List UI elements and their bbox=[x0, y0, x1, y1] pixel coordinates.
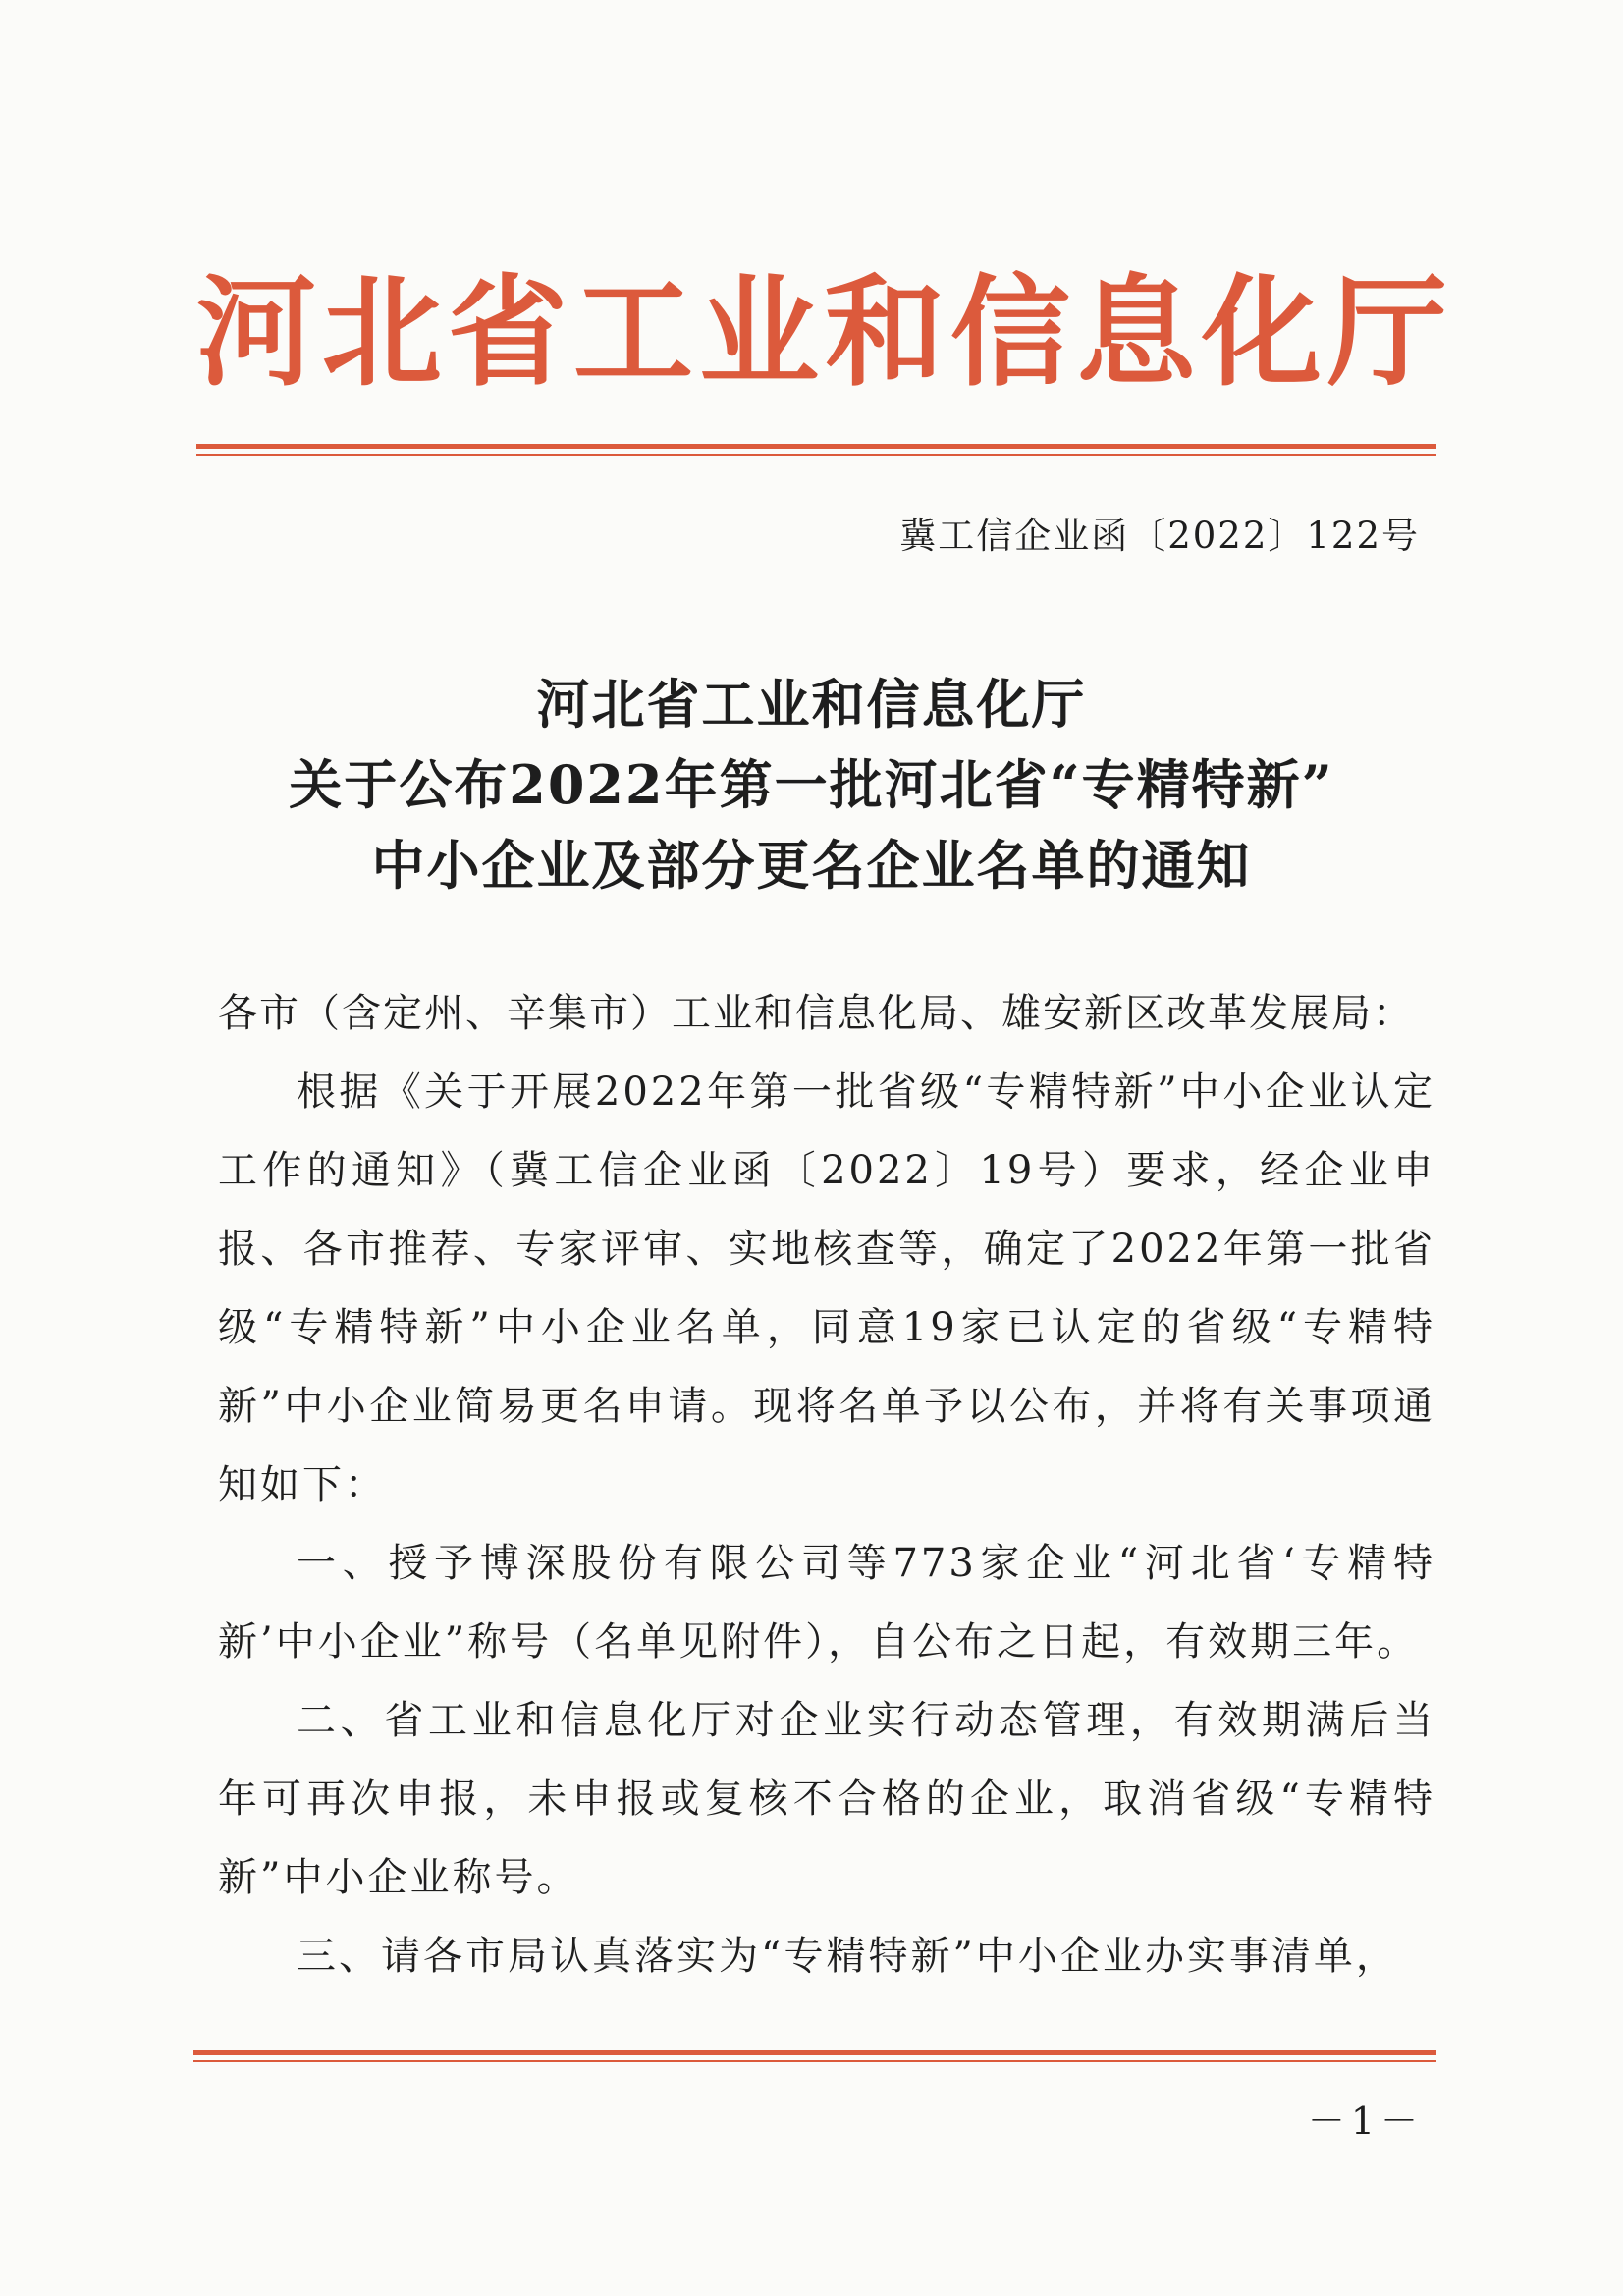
notice-title-line-3: 中小企业及部分更名企业名单的通知 bbox=[371, 834, 1252, 897]
footer-rule-thin bbox=[193, 2060, 1436, 2062]
salutation: 各市（含定州、辛集市）工业和信息化局、雄安新区改革发展局： bbox=[218, 991, 1414, 1036]
footer-rule-thick bbox=[193, 2050, 1436, 2055]
notice-title bbox=[128, 664, 1495, 905]
letterhead-rule-thin bbox=[196, 454, 1436, 456]
paragraph-item-3: 三、请各市局认真落实为“专精特新”中小企业办实事清单， bbox=[297, 1934, 1398, 1979]
letterhead-rule-thick bbox=[196, 444, 1436, 449]
paragraph-item-1: 一、授予博深股份有限公司等773家企业“河北省‘专精特新’中小企业”称号（名单见附件），自公布之日起，有效期三年。 bbox=[218, 1541, 1435, 1665]
paragraph-item-2: 二、省工业和信息化厅对企业实行动态管理，有效期满后当年可再次申报，未申报或复核不合格的企业，取消省级“专精特新”中小企业称号。 bbox=[218, 1698, 1435, 1900]
paragraph-intro: 根据《关于开展2022年第一批省级“专精特新”中小企业认定工作的通知》（冀工信企业函〔2022〕19号）要求，经企业申报、各市推荐、专家评审、实地核查等，确定了2022年第一批省级“专精特新”中小企业名单，同意19家已认定的省级“专精特新”中小企业简易更名申请。现将名单予以公布，并将有关事项通知如下： bbox=[218, 1069, 1435, 1507]
page-number: －1－ bbox=[1307, 2100, 1424, 2143]
notice-title-line-1: 河北省工业和信息化厅 bbox=[536, 673, 1087, 736]
notice-body bbox=[218, 974, 1435, 1995]
notice-title-line-2: 关于公布2022年第一批河北省“专精特新” bbox=[289, 753, 1334, 816]
letterhead-title: 河北省工业和信息化厅 bbox=[196, 261, 1453, 403]
document-number: 冀工信企业函〔2022〕122号 bbox=[899, 515, 1420, 557]
